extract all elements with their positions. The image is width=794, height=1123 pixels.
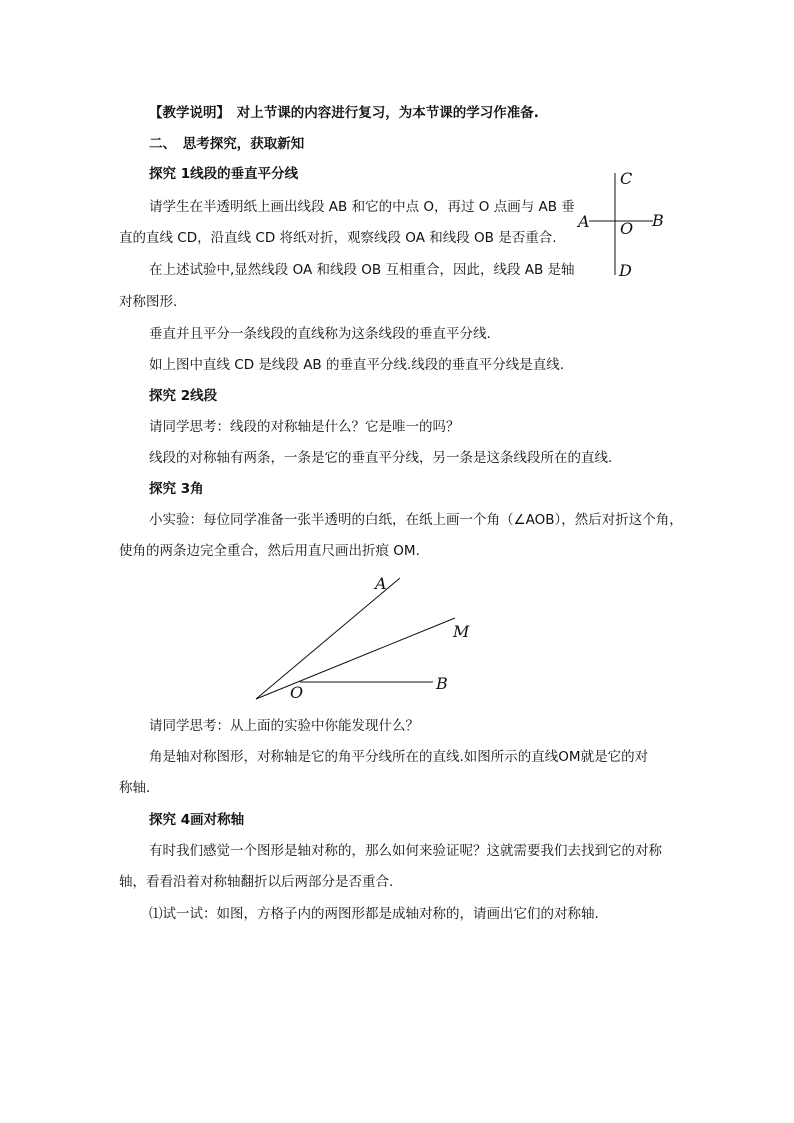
- ray-oa: [256, 578, 400, 699]
- section-heading-two: 二、 思考探究，获取新知: [149, 136, 305, 152]
- paragraph-1-line-2: 直的直线 CD，沿直线 CD 将纸对折，观察线段 OA 和线段 OB 是否重合.: [119, 230, 557, 246]
- explore2-title: 探究 2线段: [149, 388, 218, 404]
- explore4-title: 探究 4画对称轴: [149, 812, 245, 828]
- explore1-title: 探究 1线段的垂直平分线: [149, 166, 299, 182]
- perpendicular-bisector-figure: [575, 165, 670, 285]
- label-a: A: [375, 574, 387, 593]
- label-b: B: [652, 211, 664, 230]
- label-m: M: [453, 622, 470, 641]
- paragraph-3: 垂直并且平分一条线段的直线称为这条线段的垂直平分线.: [149, 326, 491, 342]
- paragraph-2-line-2: 对称图形.: [119, 294, 178, 310]
- paragraph-9-line-2: 称轴.: [119, 780, 151, 796]
- paragraph-11: ⑴试一试：如图，方格子内的两图形都是成轴对称的，请画出它们的对称轴.: [149, 906, 599, 922]
- label-o: O: [620, 219, 634, 238]
- label-d: D: [619, 261, 632, 280]
- paragraph-7-line-1: 小实验：每位同学准备一张半透明的白纸，在纸上画一个角（∠AOB），然后对折这个角，: [149, 512, 683, 528]
- paragraph-5: 请同学思考：线段的对称轴是什么？它是唯一的吗？: [149, 419, 460, 435]
- paragraph-1-line-1: 请学生在半透明纸上画出线段 AB 和它的中点 O，再过 O 点画与 AB 垂: [149, 199, 575, 215]
- label-a: A: [578, 212, 590, 231]
- explore3-title: 探究 3角: [149, 481, 204, 497]
- paragraph-6: 线段的对称轴有两条，一条是它的垂直平分线，另一条是这条线段所在的直线.: [149, 450, 613, 466]
- paragraph-10-line-2: 轴，看看沿着对称轴翻折以后两部分是否重合.: [119, 874, 394, 890]
- paragraph-2-line-1: 在上述试验中,显然线段 OA 和线段 OB 互相重合，因此，线段 AB 是轴: [149, 262, 575, 278]
- label-b: B: [436, 674, 448, 693]
- paragraph-7-line-2: 使角的两条边完全重合，然后用直尺画出折痕 OM.: [119, 543, 420, 559]
- paragraph-4: 如上图中直线 CD 是线段 AB 的垂直平分线.线段的垂直平分线是直线.: [149, 357, 565, 373]
- paragraph-10-line-1: 有时我们感觉一个图形是轴对称的，那么如何来验证呢？这就需要我们去找到它的对称: [149, 843, 662, 859]
- label-o: O: [290, 683, 304, 702]
- angle-figure: [250, 570, 470, 705]
- teaching-note: 【教学说明】 对上节课的内容进行复习，为本节课的学习作准备.: [149, 105, 539, 121]
- ray-om: [256, 618, 455, 699]
- paragraph-9-line-1: 角是轴对称图形，对称轴是它的角平分线所在的直线.如图所示的直线OM就是它的对: [149, 749, 649, 765]
- label-c: C: [620, 169, 633, 188]
- paragraph-8: 请同学思考：从上面的实验中你能发现什么？: [149, 718, 419, 734]
